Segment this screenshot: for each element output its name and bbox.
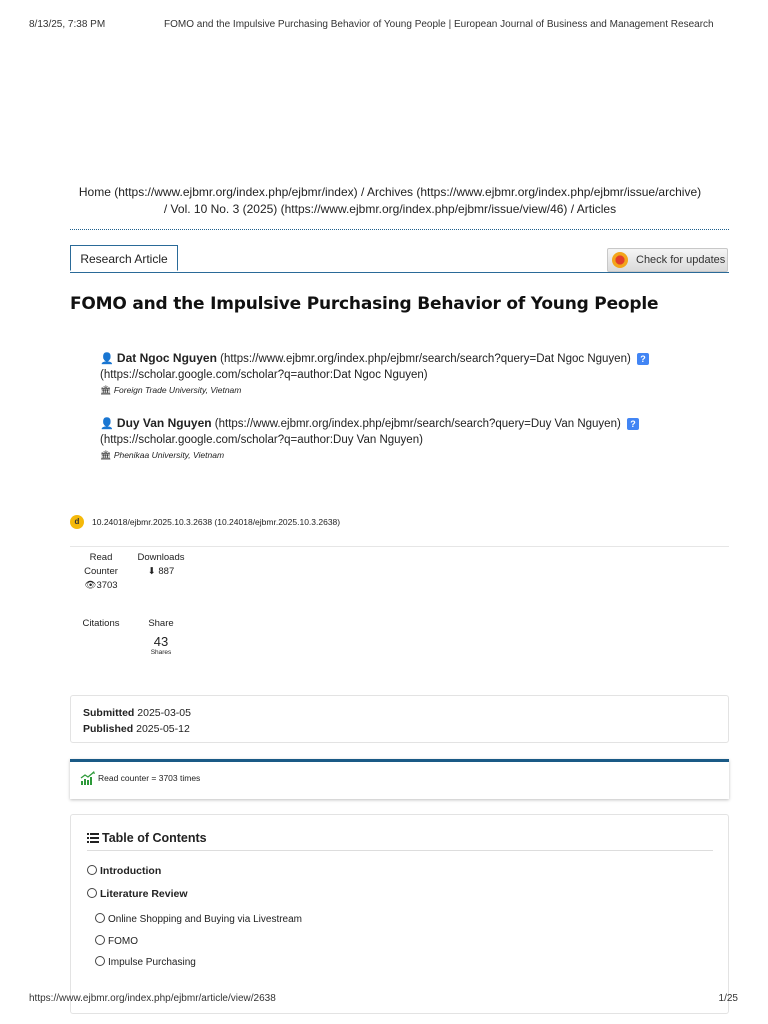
toc-item-online-shopping[interactable] [95, 913, 302, 925]
read-counter-label-1: Read [89, 552, 113, 563]
user-icon: 👤 [100, 353, 114, 365]
author-scholar-link-1[interactable]: (https://scholar.google.com/scholar?q=author:Dat Ngoc Nguyen) [100, 369, 428, 381]
author-block-1 [100, 350, 700, 397]
crossmark-icon [612, 252, 628, 268]
tab-underline [70, 272, 729, 273]
toc-divider [87, 850, 713, 851]
shares-label: Shares [150, 649, 172, 656]
print-page-title: FOMO and the Impulsive Purchasing Behavior of Young People | European Journal of Business and Management Research [164, 19, 714, 30]
toc-item-impulse-purchasing[interactable] [95, 956, 196, 968]
dates-box [70, 695, 729, 743]
author-block-2 [100, 415, 700, 462]
user-icon: 👤 [100, 418, 114, 430]
share-label: Share [148, 618, 174, 629]
chart-trend-icon [80, 770, 96, 786]
institution-icon: 🏛 [100, 450, 112, 460]
radio-icon [87, 865, 97, 875]
read-counter-box [70, 759, 729, 799]
doi-link[interactable]: 10.24018/ejbmr.2025.10.3.2638 (10.24018/ejbmr.2025.10.3.2638) [92, 517, 341, 527]
radio-icon [95, 913, 105, 923]
toc-item-introduction[interactable] [87, 865, 161, 877]
radio-icon [95, 956, 105, 966]
author-affiliation-2: Phenikaa University, Vietnam [113, 450, 225, 460]
published-value: 2025-05-12 [136, 723, 190, 735]
read-counter-label-2: Counter [84, 566, 118, 577]
downloads-value: 887 [158, 566, 175, 577]
submitted-value: 2025-03-05 [137, 707, 191, 719]
breadcrumb-line-1[interactable]: Home (https://www.ejbmr.org/index.php/ejbmr/index) / Archives (https://www.ejbmr.org/index.php/ejbmr/issue/archive) [78, 185, 702, 199]
stats-divider [70, 546, 729, 547]
toc-item-label: Literature Review [100, 888, 188, 900]
toc-title: Table of Contents [102, 831, 207, 845]
citations-label: Citations [82, 618, 120, 629]
downloads-stat [133, 551, 189, 579]
read-counter-stat [78, 551, 124, 593]
author-search-link-2[interactable]: (https://www.ejbmr.org/index.php/ejbmr/search/search?query=Duy Van Nguyen) [214, 418, 621, 430]
toc-item-literature-review[interactable] [87, 888, 188, 900]
author-affiliation-1: Foreign Trade University, Vietnam [113, 385, 242, 395]
download-icon: ⬇ [147, 566, 156, 577]
share-count: 43 [153, 634, 169, 649]
print-datetime: 8/13/25, 7:38 PM [29, 19, 106, 30]
google-scholar-icon[interactable]: ? [637, 353, 649, 365]
eye-icon: 👁 [84, 580, 97, 591]
radio-icon [87, 888, 97, 898]
toc-item-fomo[interactable] [95, 935, 138, 947]
citations-stat [78, 617, 124, 631]
author-name-1[interactable]: Dat Ngoc Nguyen [116, 351, 217, 365]
print-url: https://www.ejbmr.org/index.php/ejbmr/article/view/2638 [29, 993, 276, 1004]
toc-heading [87, 831, 207, 845]
print-page-number: 1/25 [718, 993, 738, 1004]
breadcrumb-divider [70, 229, 729, 230]
author-search-link-1[interactable]: (https://www.ejbmr.org/index.php/ejbmr/search/search?query=Dat Ngoc Nguyen) [220, 353, 631, 365]
author-scholar-link-2[interactable]: (https://scholar.google.com/scholar?q=author:Duy Van Nguyen) [100, 434, 423, 446]
share-stat[interactable] [140, 617, 182, 657]
toc-item-label: Introduction [100, 865, 162, 877]
doi-icon: d [70, 515, 84, 529]
tab-research-article[interactable]: Research Article [70, 245, 178, 271]
downloads-label: Downloads [137, 552, 185, 563]
check-for-updates-label: Check for updates [636, 254, 726, 266]
toc-item-label: FOMO [108, 936, 138, 947]
article-title: FOMO and the Impulsive Purchasing Behavior of Young People [70, 294, 659, 314]
institution-icon: 🏛 [100, 385, 112, 395]
breadcrumb-line-2[interactable]: / Vol. 10 No. 3 (2025) (https://www.ejbmr.org/index.php/ejbmr/issue/view/46) / Articles [163, 202, 617, 216]
author-name-2[interactable]: Duy Van Nguyen [116, 416, 212, 430]
toc-item-label: Online Shopping and Buying via Livestream [108, 914, 303, 925]
read-counter-value: 3703 [96, 580, 118, 591]
radio-icon [95, 935, 105, 945]
breadcrumb [60, 184, 720, 218]
list-icon [87, 833, 99, 843]
check-for-updates-button[interactable] [607, 248, 728, 272]
submitted-label: Submitted [83, 707, 135, 719]
published-label: Published [83, 723, 134, 735]
google-scholar-icon[interactable]: ? [627, 418, 639, 430]
table-of-contents [70, 814, 729, 1014]
read-counter-text: Read counter = 3703 times [98, 773, 201, 783]
toc-item-label: Impulse Purchasing [108, 957, 196, 968]
